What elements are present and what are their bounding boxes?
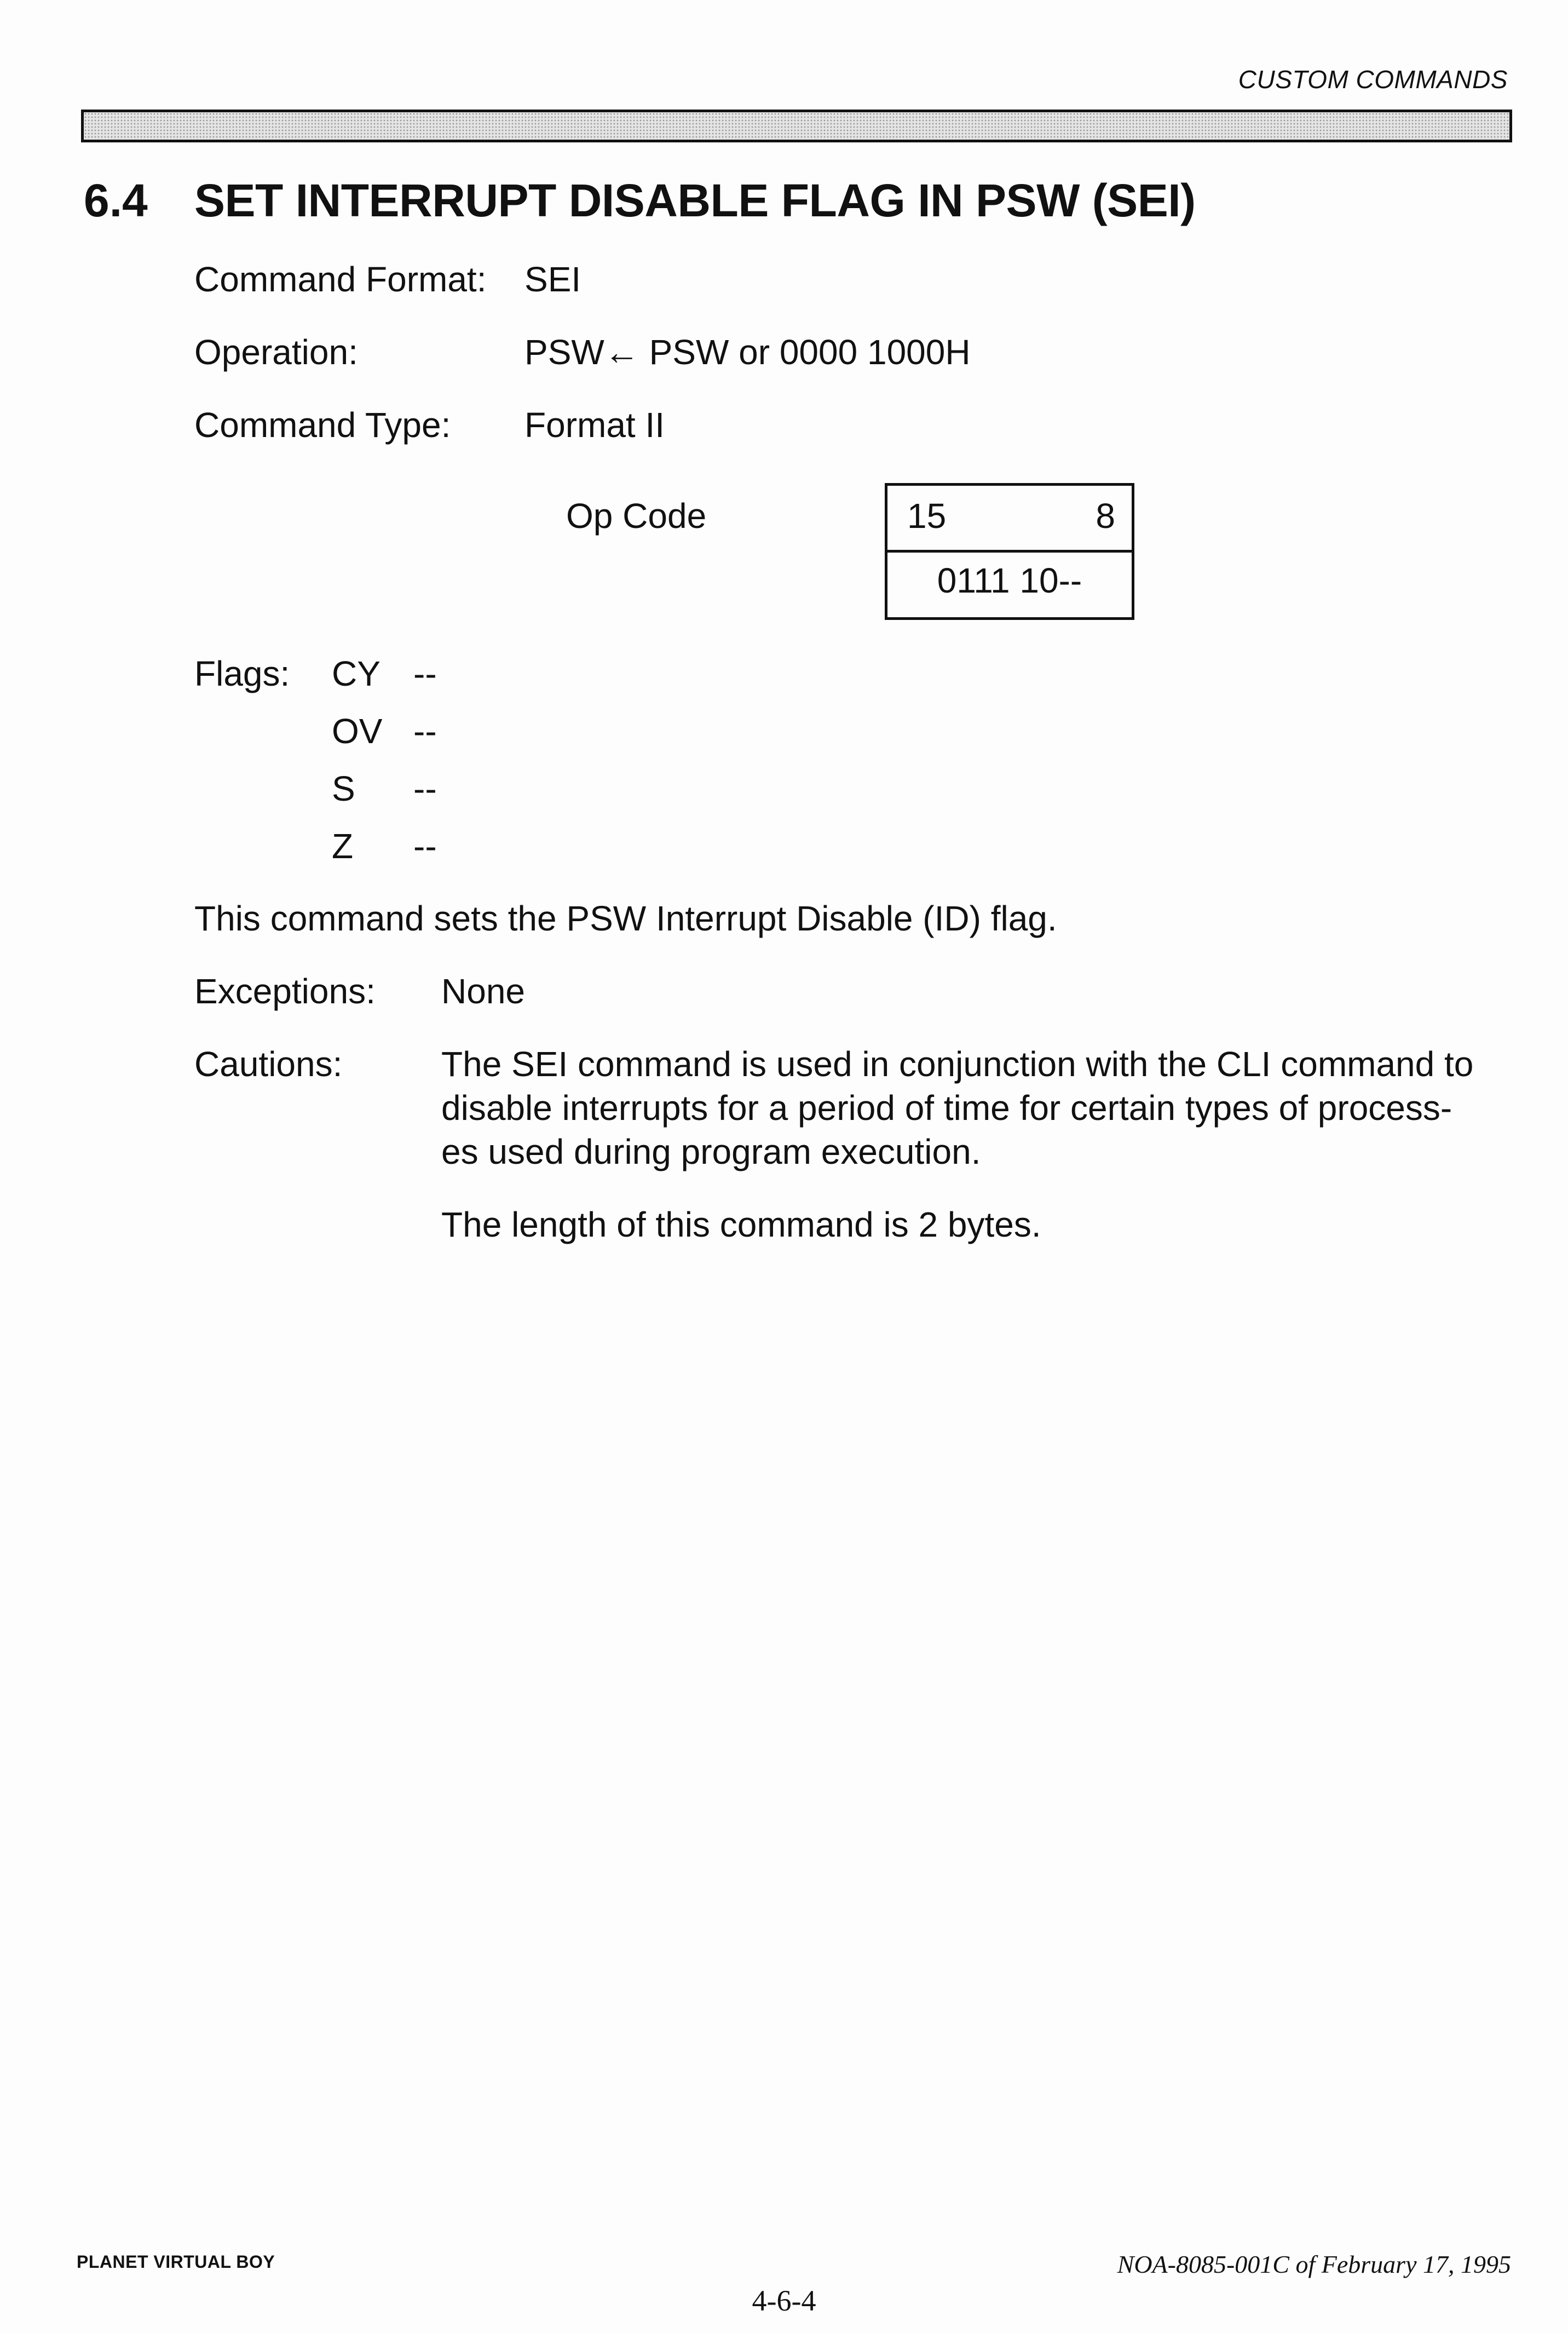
flag-name: CY bbox=[332, 654, 381, 693]
opcode-bit-range-row bbox=[887, 486, 1132, 553]
cautions-label: Cautions: bbox=[194, 1044, 343, 1084]
flag-name: OV bbox=[332, 711, 383, 751]
running-head: CUSTOM COMMANDS bbox=[1238, 65, 1508, 94]
flag-value: -- bbox=[413, 769, 437, 808]
flag-value: -- bbox=[413, 711, 437, 751]
command-format-label: Command Format: bbox=[194, 260, 487, 299]
cautions-line: The SEI command is used in conjunction with the CLI command to bbox=[441, 1044, 1474, 1084]
header-rule bbox=[81, 110, 1512, 142]
cautions-line: disable interrupts for a period of time for certain types of process- bbox=[441, 1088, 1452, 1128]
opcode-value: 0111 10-- bbox=[937, 561, 1082, 600]
command-type-value: Format II bbox=[524, 405, 665, 445]
flag-name: Z bbox=[332, 826, 354, 866]
footer-document-id: NOA-8085-001C of February 17, 1995 bbox=[1117, 2250, 1511, 2278]
flag-name: S bbox=[332, 769, 355, 808]
flag-value: -- bbox=[413, 826, 437, 866]
opcode-table bbox=[885, 483, 1134, 620]
opcode-label: Op Code bbox=[566, 496, 707, 536]
command-format-value: SEI bbox=[524, 260, 581, 299]
flags-label: Flags: bbox=[194, 654, 290, 693]
operation-label: Operation: bbox=[194, 332, 358, 372]
length-note: The length of this command is 2 bytes. bbox=[441, 1205, 1041, 1244]
page-number: 4-6-4 bbox=[752, 2284, 816, 2317]
footer-publication-name: PLANET VIRTUAL BOY bbox=[77, 2252, 275, 2272]
opcode-bit-low: 8 bbox=[1096, 496, 1115, 536]
section-number: 6.4 bbox=[84, 175, 148, 226]
exceptions-label: Exceptions: bbox=[194, 972, 376, 1011]
command-type-label: Command Type: bbox=[194, 405, 451, 445]
section-title: SET INTERRUPT DISABLE FLAG IN PSW (SEI) bbox=[194, 175, 1196, 226]
cautions-line: es used during program execution. bbox=[441, 1132, 981, 1171]
description-text: This command sets the PSW Interrupt Disable (ID) flag. bbox=[194, 899, 1057, 938]
exceptions-value: None bbox=[441, 972, 525, 1011]
opcode-bit-high: 15 bbox=[907, 496, 947, 536]
operation-value: PSW← PSW or 0000 1000H bbox=[524, 332, 971, 372]
flag-value: -- bbox=[413, 654, 437, 693]
